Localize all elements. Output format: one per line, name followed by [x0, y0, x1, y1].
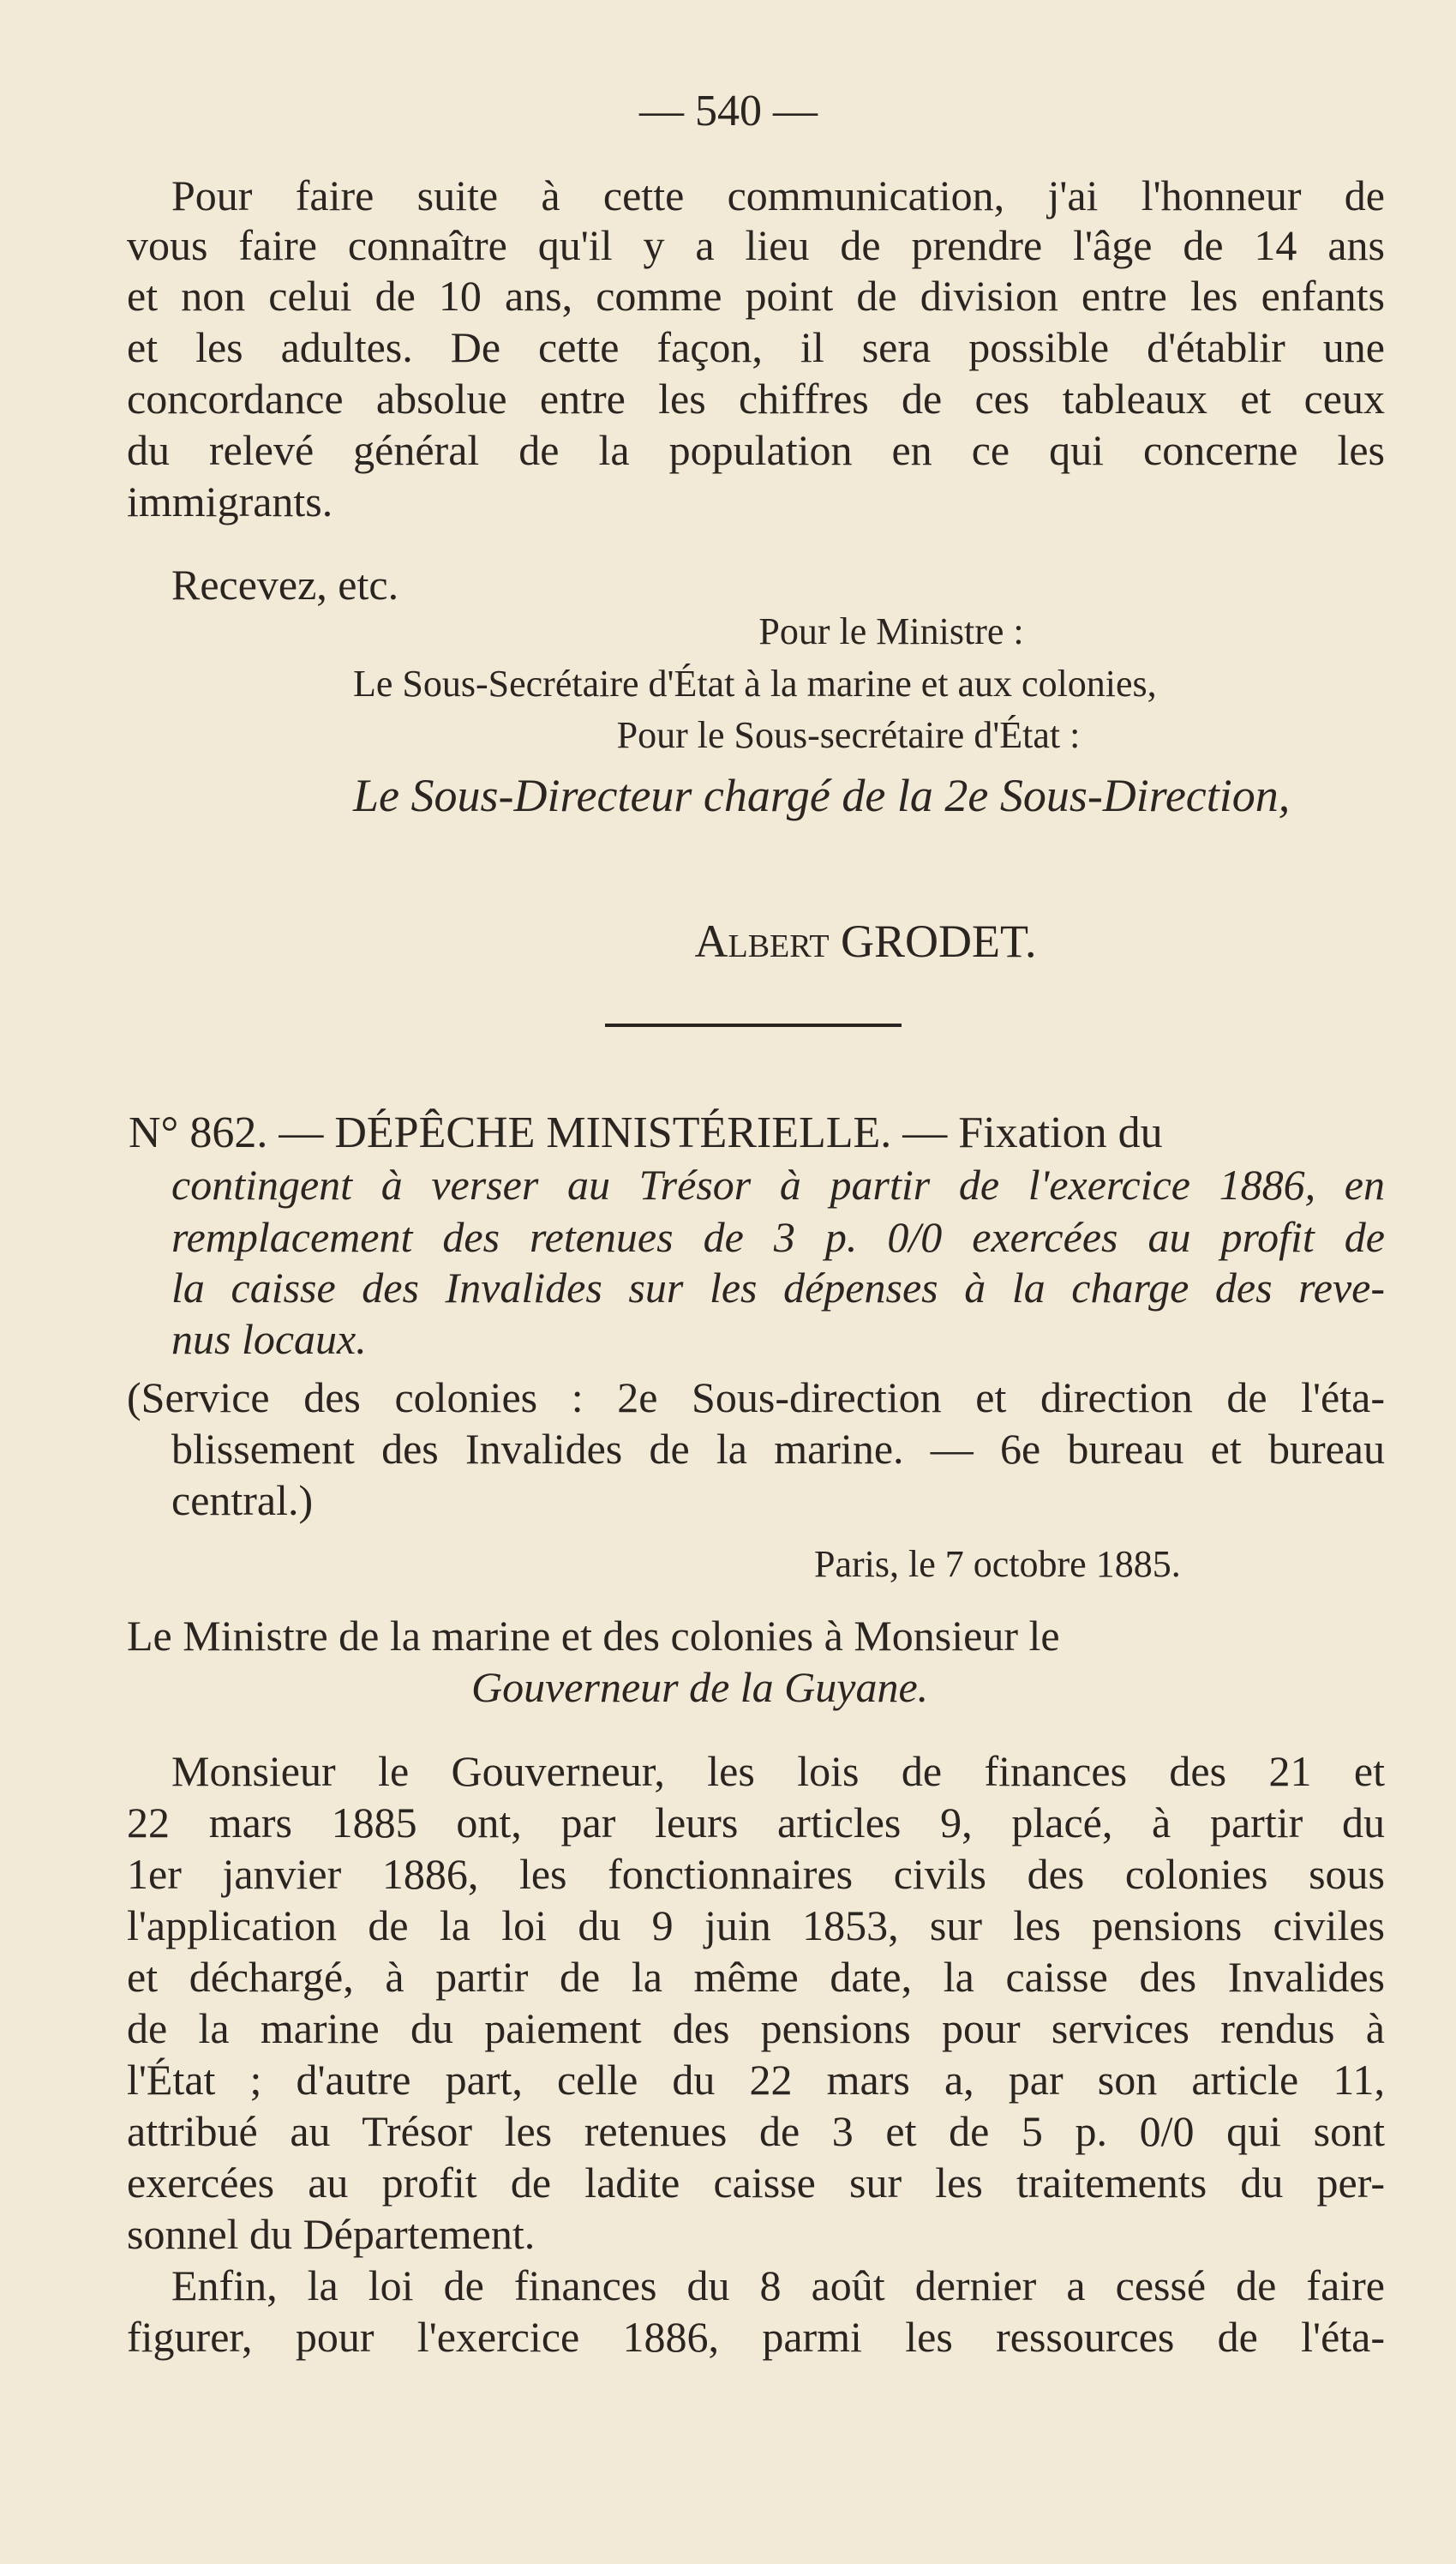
signer-name: Albert GRODET.	[694, 916, 1037, 967]
body-line: l'État ; d'autre part, celle du 22 mars a, par son article 11,	[127, 2056, 1385, 2104]
body-line: et déchargé, à partir de la même date, la caisse des Invalides	[127, 1953, 1385, 2001]
paragraph-line: et non celui de 10 ans, comme point de division entre les enfants	[127, 272, 1385, 320]
closing-line: Recevez, etc.	[171, 561, 399, 609]
body-line: Monsieur le Gouverneur, les lois de finances des 21 et	[171, 1747, 1385, 1795]
dispatch-title-line: contingent à verser au Trésor à partir de l'exercice 1886, en	[171, 1161, 1385, 1209]
signature-line: Le Sous-Secrétaire d'État à la marine et aux colonies,	[353, 663, 1157, 705]
paragraph-line: immigrants.	[127, 477, 333, 525]
service-line: central.)	[171, 1476, 314, 1524]
body-line: 22 mars 1885 ont, par leurs articles 9, placé, à partir du	[127, 1798, 1385, 1846]
body-line: 1er janvier 1886, les fonctionnaires civils des colonies sous	[127, 1850, 1385, 1898]
service-line: (Service des colonies : 2e Sous-direction et direction de l'éta-	[127, 1373, 1385, 1421]
address-line: Le Ministre de la marine et des colonies à Monsieur le	[127, 1612, 1060, 1660]
service-line: blissement des Invalides de la marine. — 6e bureau et bureau	[171, 1425, 1385, 1473]
dispatch-title-line: la caisse des Invalides sur les dépenses à la charge des reve-	[171, 1264, 1385, 1312]
body-line: exercées au profit de ladite caisse sur les traitements du per-	[127, 2159, 1385, 2207]
paragraph-line: concordance absolue entre les chiffres de ces tableaux et ceux	[127, 375, 1385, 423]
body-line: l'application de la loi du 9 juin 1853, sur les pensions civiles	[127, 1901, 1385, 1949]
dispatch-title-line: N° 862. — DÉPÊCHE MINISTÉRIELLE. — Fixation du	[129, 1108, 1163, 1157]
dispatch-title-line: nus locaux.	[171, 1315, 367, 1363]
body-line: de la marine du paiement des pensions pour services rendus à	[127, 2004, 1385, 2052]
body-line: figurer, pour l'exercice 1886, parmi les ressources de l'éta-	[127, 2313, 1385, 2361]
paragraph-line: et les adultes. De cette façon, il sera possible d'établir une	[127, 323, 1385, 371]
address-line: Gouverneur de la Guyane.	[471, 1663, 929, 1711]
signature-line: Le Sous-Directeur chargé de la 2e Sous-Direction,	[353, 770, 1291, 821]
paragraph-line: du relevé général de la population en ce qui concerne les	[127, 426, 1385, 474]
body-line: Enfin, la loi de finances du 8 août dernier a cessé de faire	[171, 2261, 1385, 2309]
signature-line: Pour le Ministre :	[758, 610, 1024, 652]
section-divider	[605, 1024, 902, 1027]
dispatch-title-line: remplacement des retenues de 3 p. 0/0 exercées au profit de	[171, 1213, 1385, 1261]
body-line: sonnel du Département.	[127, 2210, 536, 2258]
signature-line: Pour le Sous-secrétaire d'État :	[616, 714, 1081, 756]
page-number: — 540 —	[639, 87, 818, 135]
paragraph-line: Pour faire suite à cette communication, j'ai l'honneur de	[171, 171, 1385, 219]
dispatch-date: Paris, le 7 octobre 1885.	[814, 1543, 1181, 1585]
body-line: attribué au Trésor les retenues de 3 et de 5 p. 0/0 qui sont	[127, 2107, 1385, 2155]
paragraph-line: vous faire connaître qu'il y a lieu de prendre l'âge de 14 ans	[127, 221, 1385, 269]
